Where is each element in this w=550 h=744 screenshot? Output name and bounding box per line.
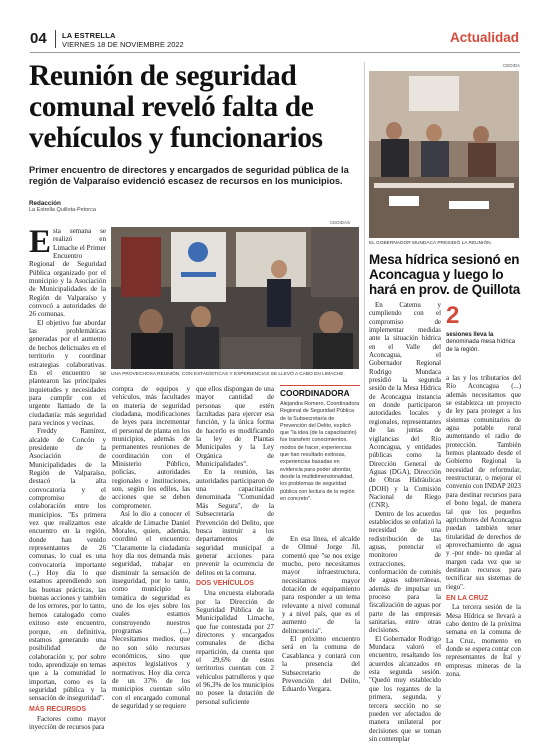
- side-photo-credit: CEDIDA: [503, 63, 521, 68]
- byline-label: Redacción: [29, 200, 61, 207]
- side-column-2: [446, 375, 521, 679]
- main-lead: Primer encuentro de directores y encargados de seguridad pública de la región de Valparaíso evidenció escasez de recursos en los municipios.: [29, 165, 349, 187]
- subheading-mas-recursos: MÁS RECURSOS: [29, 705, 87, 713]
- box-text: Alejandra Romero, Coordinadora Regional de Seguridad Pública de la Subsecretaría de Prevención del Delito, explicó que "la idea (de la capacitación) fue transferir conocimientos, modos de hacer, experiencias que han resultado exitosas, experiencias basadas en evidencia para poder abordar, desde la multidimensionalidad, los problemas de seguridad pública con lectura de la región en concreto".: [280, 401, 360, 502]
- column-divider: [364, 62, 365, 680]
- main-paragraph-3: Freddy Ramírez, alcalde de Concón y presidente de la Asociación de Municipalidades de la Región de Valparaíso, destacó la alta convocatoria y el compromiso de colaboración entre los municipios. "Es primera vez que realizamos este encuentro en la región, donde han venido representantes de 26 comunas, lo cual es una convocatoria importante (...) Hoy día lo que estamos aprendiendo son las buenas prácticas, las buenas acciones y también de los errores, por lo tanto, hemos catalogado como exitoso este encuentro, porque, en definitiva, estamos generando una posibilidad de colaboración y, por sobre todo, aprendizaje en temas que a la comunidad le importan, como es la seguridad pública y la sensación de inseguridad".: [29, 427, 106, 703]
- issue-date: VIERNES 18 DE NOVIEMBRE 2022: [62, 40, 184, 49]
- main-paragraph-11: El próximo encuentro será en la comuna de Casablanca y contará con la presencia del Subsecretario de Prevención del Delito, Eduardo Vergara.: [282, 635, 360, 694]
- side-column-1: [369, 302, 441, 744]
- meeting-photo-illustration: [111, 227, 359, 369]
- side-headline-line-2: Aconcagua y luego lo: [369, 267, 504, 283]
- subheading-dos-vehiculos: DOS VEHÍCULOS: [196, 579, 254, 587]
- main-paragraph-10: En esa línea, el alcalde de Olmué Jorge Jil, comentó que "se nos exige mucho, pero necesitamos mayor infraestructura, necesitamos mayor dotación de equipamiento para responder a un tema relevante a nivel comunal y a nivel país, que es el aumento de la delincuencia".: [282, 535, 360, 635]
- byline: [29, 200, 129, 213]
- main-column-4: [282, 535, 360, 694]
- side-headline-line-3: hará en prov. de Quillota: [369, 282, 521, 298]
- section-label: Actualidad: [449, 30, 519, 45]
- side-paragraph-5: La tercera sesión de la Mesa Hídrica se llevará a cabo dentro de la próxima semana en la comuna de La Cruz, momento en donde se espera contar con representantes de Ítal y empresas mineras de la zona.: [446, 604, 521, 679]
- drop-cap: E: [29, 224, 52, 260]
- header-divider-vertical: [55, 30, 56, 48]
- main-paragraph-1: sta semana se realizó en Limache el Primer Encuentro Regional de Seguridad Pública organizado por el municipio y la Asociación de Municipalidades de la Región de Valparaíso y convocó a autoridades de 26 comunas.: [29, 227, 106, 319]
- main-photo-credit: CEDIDAS: [330, 220, 351, 225]
- side-paragraph-3: El Gobernador Rodrigo Mundaca valoró el encuentro, resaltando los acuerdos alcanzados en esta segunda sesión. "Quedó muy establecido que los regantes de la primera, segunda, y tercera sección no se pueden ver afectados de manera unilateral por decisiones que se toman sin contemplar: [369, 635, 441, 743]
- stat-label-bold: sesiones lleva la: [446, 332, 494, 338]
- main-column-2: [112, 385, 190, 710]
- subheading-en-la-cruz: EN LA CRUZ: [446, 594, 489, 602]
- side-photo-caption: EL GOBERNADOR MUNDACA PRESIDIÓ LA REUNIÓN.: [369, 241, 492, 246]
- main-headline: [29, 61, 359, 154]
- governor-meeting-illustration: [369, 71, 519, 238]
- main-headline-line-3: vehículos y funcionarios: [29, 122, 323, 154]
- main-paragraph-4: Factores como mayor inyección de recursos para: [29, 714, 106, 732]
- main-photo-caption: UNA PROVECHOSA REUNIÓN, CON ESTADÍSTICAS Y EXPERIENCIAS SE LLEVÓ A CABO EN LIMACHE.: [111, 372, 345, 377]
- stat-callout: [446, 304, 521, 354]
- main-paragraph-8: En la reunión, las autoridades participaron de una capacitación denominada "Comunidad Más Segura", de la Subsecretaría de Prevención del Delito, que busca instruir a los departamentos de seguridad municipal a generar acciones para prevenir la ocurrencia de delitos en la comuna.: [196, 468, 274, 577]
- main-paragraph-9: Una encuesta elaborada por la Dirección de Seguridad Pública de la Municipalidad Limache, que fue contestada por 27 directores y encargados comunales de dicha repartición, da cuenta que el 29,6% de estos territorios cuentan con 2 vehículos patrulleros y que el 96,3% de los municipios no posee la dotación de personal suficiente: [196, 589, 274, 706]
- header-rule: [30, 52, 520, 53]
- main-headline-line-1: Reunión de seguridad: [29, 60, 297, 92]
- stat-label: [446, 332, 521, 354]
- box-top-rule: [280, 385, 360, 386]
- main-column-1: [29, 224, 106, 732]
- side-headline: [369, 252, 521, 298]
- coordinadora-box: [280, 385, 360, 503]
- main-paragraph-5: compra de equipos y vehículos, más facultades en materia de seguridad ciudadana, modificaciones de leyes para incrementar el personal de planta en los municipios, además de permanentes reuniones de coordinación con el Ministerio Público, policías, autoridades regionales e instituciones, son, según los ediles, las acciones que se deben comprometer.: [112, 385, 190, 510]
- stat-number: 2: [446, 302, 460, 329]
- stat-label-rest: denominada mesa hídrica de la región.: [446, 339, 516, 353]
- side-paragraph-4: a las y los tributarios del Río Aconcagua (...) además necesitamos que se establezca un proyecto de ley para proteger a los sistemas comunitarios de agua potable rural aumentando el radio de protección. También hemos planteado desde el Gobierno Regional la necesidad de reformular, reestructurar, o mejorar el convenio con INDAP 2023 para destinar recursos para el bono legal, de manera tal que los pequeños agricultores del Aconcagua puedan también tener titularidad de derechos de aprovechamiento de agua y -por ende- no quedar al margen cada vez que se destinan recursos para tecnificar sus sistemas de riego".: [446, 375, 521, 591]
- main-paragraph-7: que ellos dispongan de una mayor cantidad de personas que estén facultadas para ejercer esa función, y la única forma de hacerlo es modificando la ley de Plantas Municipales y la Ley Orgánica de Municipalidades".: [196, 385, 274, 469]
- main-photo: [111, 227, 359, 369]
- side-photo: [369, 71, 519, 238]
- box-title: COORDINADORA: [280, 388, 350, 398]
- side-paragraph-1: En Catemu y cumpliendo con el compromiso de implementar medidas ante la situación hídrica en el Valle del Aconcagua, el Gobernador Regional Rodrigo Mundaca presidió la segunda sesión de la Mesa Hídrica de Aconcagua instancia en donde participaron autoridades locales y regionales, representantes de las juntas de vigilancias del Río Aconcagua, y entidades públicas como la Dirección General de Aguas (DGA), Dirección de Obras Hidráulicas (DOH) y la Comisión Nacional de Riego (CNR).: [369, 302, 441, 510]
- byline-source: La Estrella Quillota-Petorca: [29, 207, 96, 213]
- paper-name: LA ESTRELLA: [62, 31, 116, 40]
- side-paragraph-2: Dentro de los acuerdos establecidos se enfatizó la necesidad de una redistribución de las aguas, potenciar el monitoreo de extracciones, conformación de comités de aguas subterráneas, además de impulsar un proceso para la fiscalización de aguas por parte de las empresas sanitarias, entre otras decisiones.: [369, 510, 441, 635]
- side-headline-line-1: Mesa hídrica sesionó en: [369, 252, 520, 267]
- main-column-3: [196, 385, 274, 706]
- main-paragraph-2: El objetivo fue abordar las problemáticas generadas por el aumento de hechos delictuales en el territorio y coordinar estrategias colaborativas. En el encuentro se plantearon las principales inquietudes y necesidades para cumplir con el urgente llamado de la ciudadanía: más seguridad para vecinos y vecinas.: [29, 318, 106, 427]
- page-number: 04: [30, 30, 47, 47]
- main-paragraph-6: Así lo dio a conocer el alcalde de Limache Daniel Morales, quien, además, coordinó el encuentro: "Claramente la ciudadanía hoy día nos demanda más seguridad, trabajar en disminuir la sensación de inseguridad, por lo tanto, como municipio la temática de seguridad es uno de los ejes sobre los cuales estamos construyendo nuestros programas (...) Necesitamos medios, que no son sólo recursos económicos, sino que aspectos legislativos y normativos. Hoy día cerca de un 37% de los municipios cuentan sólo con el encargado comunal de seguridad y se requiere: [112, 510, 190, 711]
- header-bar: [0, 0, 550, 56]
- main-headline-line-2: comunal reveló falta de: [29, 91, 314, 123]
